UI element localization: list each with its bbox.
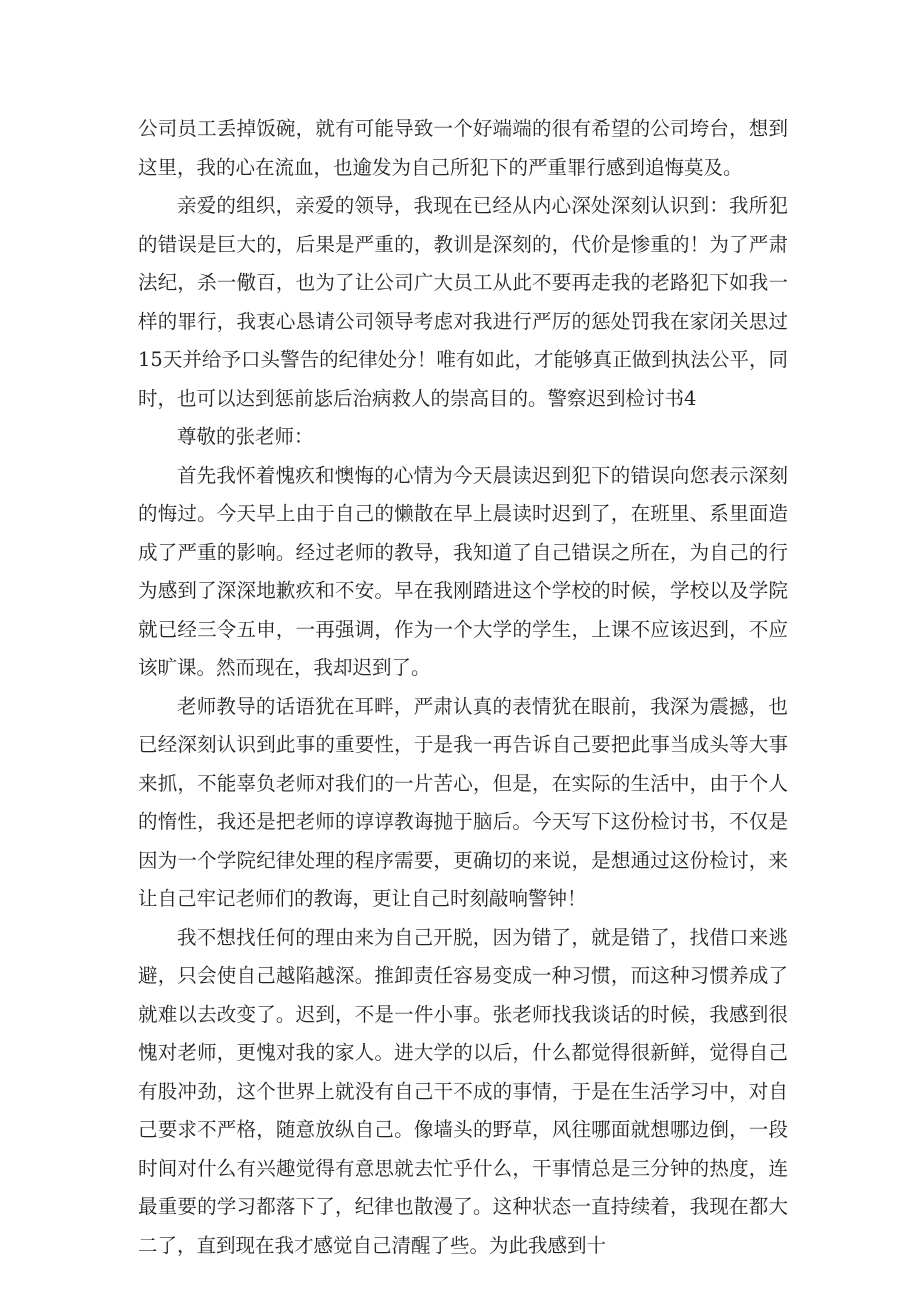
salutation: 尊敬的张老师： [177, 425, 314, 448]
paragraph: 亲爱的组织，亲爱的领导，我现在已经从内心深处深刻认识到：我所犯的错误是巨大的，后果是严重的，教训是深刻的，代价是惨重的！为了严肃法纪，杀一儆百，也为了让公司广大员工从此不要再走我的老路犯下如我一样的罪行，我衷心恳请公司领导考虑对我进行严厉的惩处罚我在家闭关思过15天并给予口头警告的纪律处分！唯有如此，才能够真正做到执法公平，同时，也可以达到惩前毖后治病救人的崇高目的。警察迟到检讨书4 [138, 194, 788, 410]
paragraph: 首先我怀着愧疚和懊悔的心情为今天晨读迟到犯下的错误向您表示深刻的悔过。今天早上由于自己的懒散在早上晨读时迟到了，在班里、系里面造成了严重的影响。经过老师的教导，我知道了自己错误之所在，为自己的行为感到了深深地歉疚和不安。早在我刚踏进这个学校的时候，学校以及学院就已经三令五申，一再强调，作为一个大学的学生，上课不应该迟到，不应该旷课。然而现在，我却迟到了。 [138, 463, 788, 679]
paragraph: 老师教导的话语犹在耳畔，严肃认真的表情犹在眼前，我深为震撼，也已经深刻认识到此事的重要性，于是我一再告诉自己要把此事当成头等大事来抓，不能辜负老师对我们的一片苦心，但是，在实际的生活中，由于个人的惰性，我还是把老师的谆谆教诲抛于脑后。今天写下这份检讨书，不仅是因为一个学院纪律处理的程序需要，更确切的来说，是想通过这份检讨，来让自己牢记老师们的教诲，更让自己时刻敲响警钟！ [138, 694, 788, 910]
paragraph: 我不想找任何的理由来为自己开脱，因为错了，就是错了，找借口来逃避，只会使自己越陷越深。推卸责任容易变成一种习惯，而这种习惯养成了就难以去改变了。迟到，不是一件小事。张老师找我谈话的时候，我感到很愧对老师，更愧对我的家人。进大学的以后，什么都觉得很新鲜，觉得自己有股冲劲，这个世界上就没有自己干不成的事情，于是在生活学习中，对自己要求不严格，随意放纵自己。像墙头的野草，风往哪面就想哪边倒，一段时间对什么有兴趣觉得有意思就去忙乎什么，干事情总是三分钟的热度，连最重要的学习都落下了，纪律也散漫了。这种状态一直持续着，我现在都大二了，直到现在我才感觉自己清醒了些。为此我感到十 [138, 925, 788, 1257]
paragraph-continuation: 公司员工丢掉饭碗，就有可能导致一个好端端的很有希望的公司垮台，想到这里，我的心在流血，也逾发为自己所犯下的严重罪行感到追悔莫及。 [138, 117, 788, 179]
document-body [138, 110, 788, 1265]
